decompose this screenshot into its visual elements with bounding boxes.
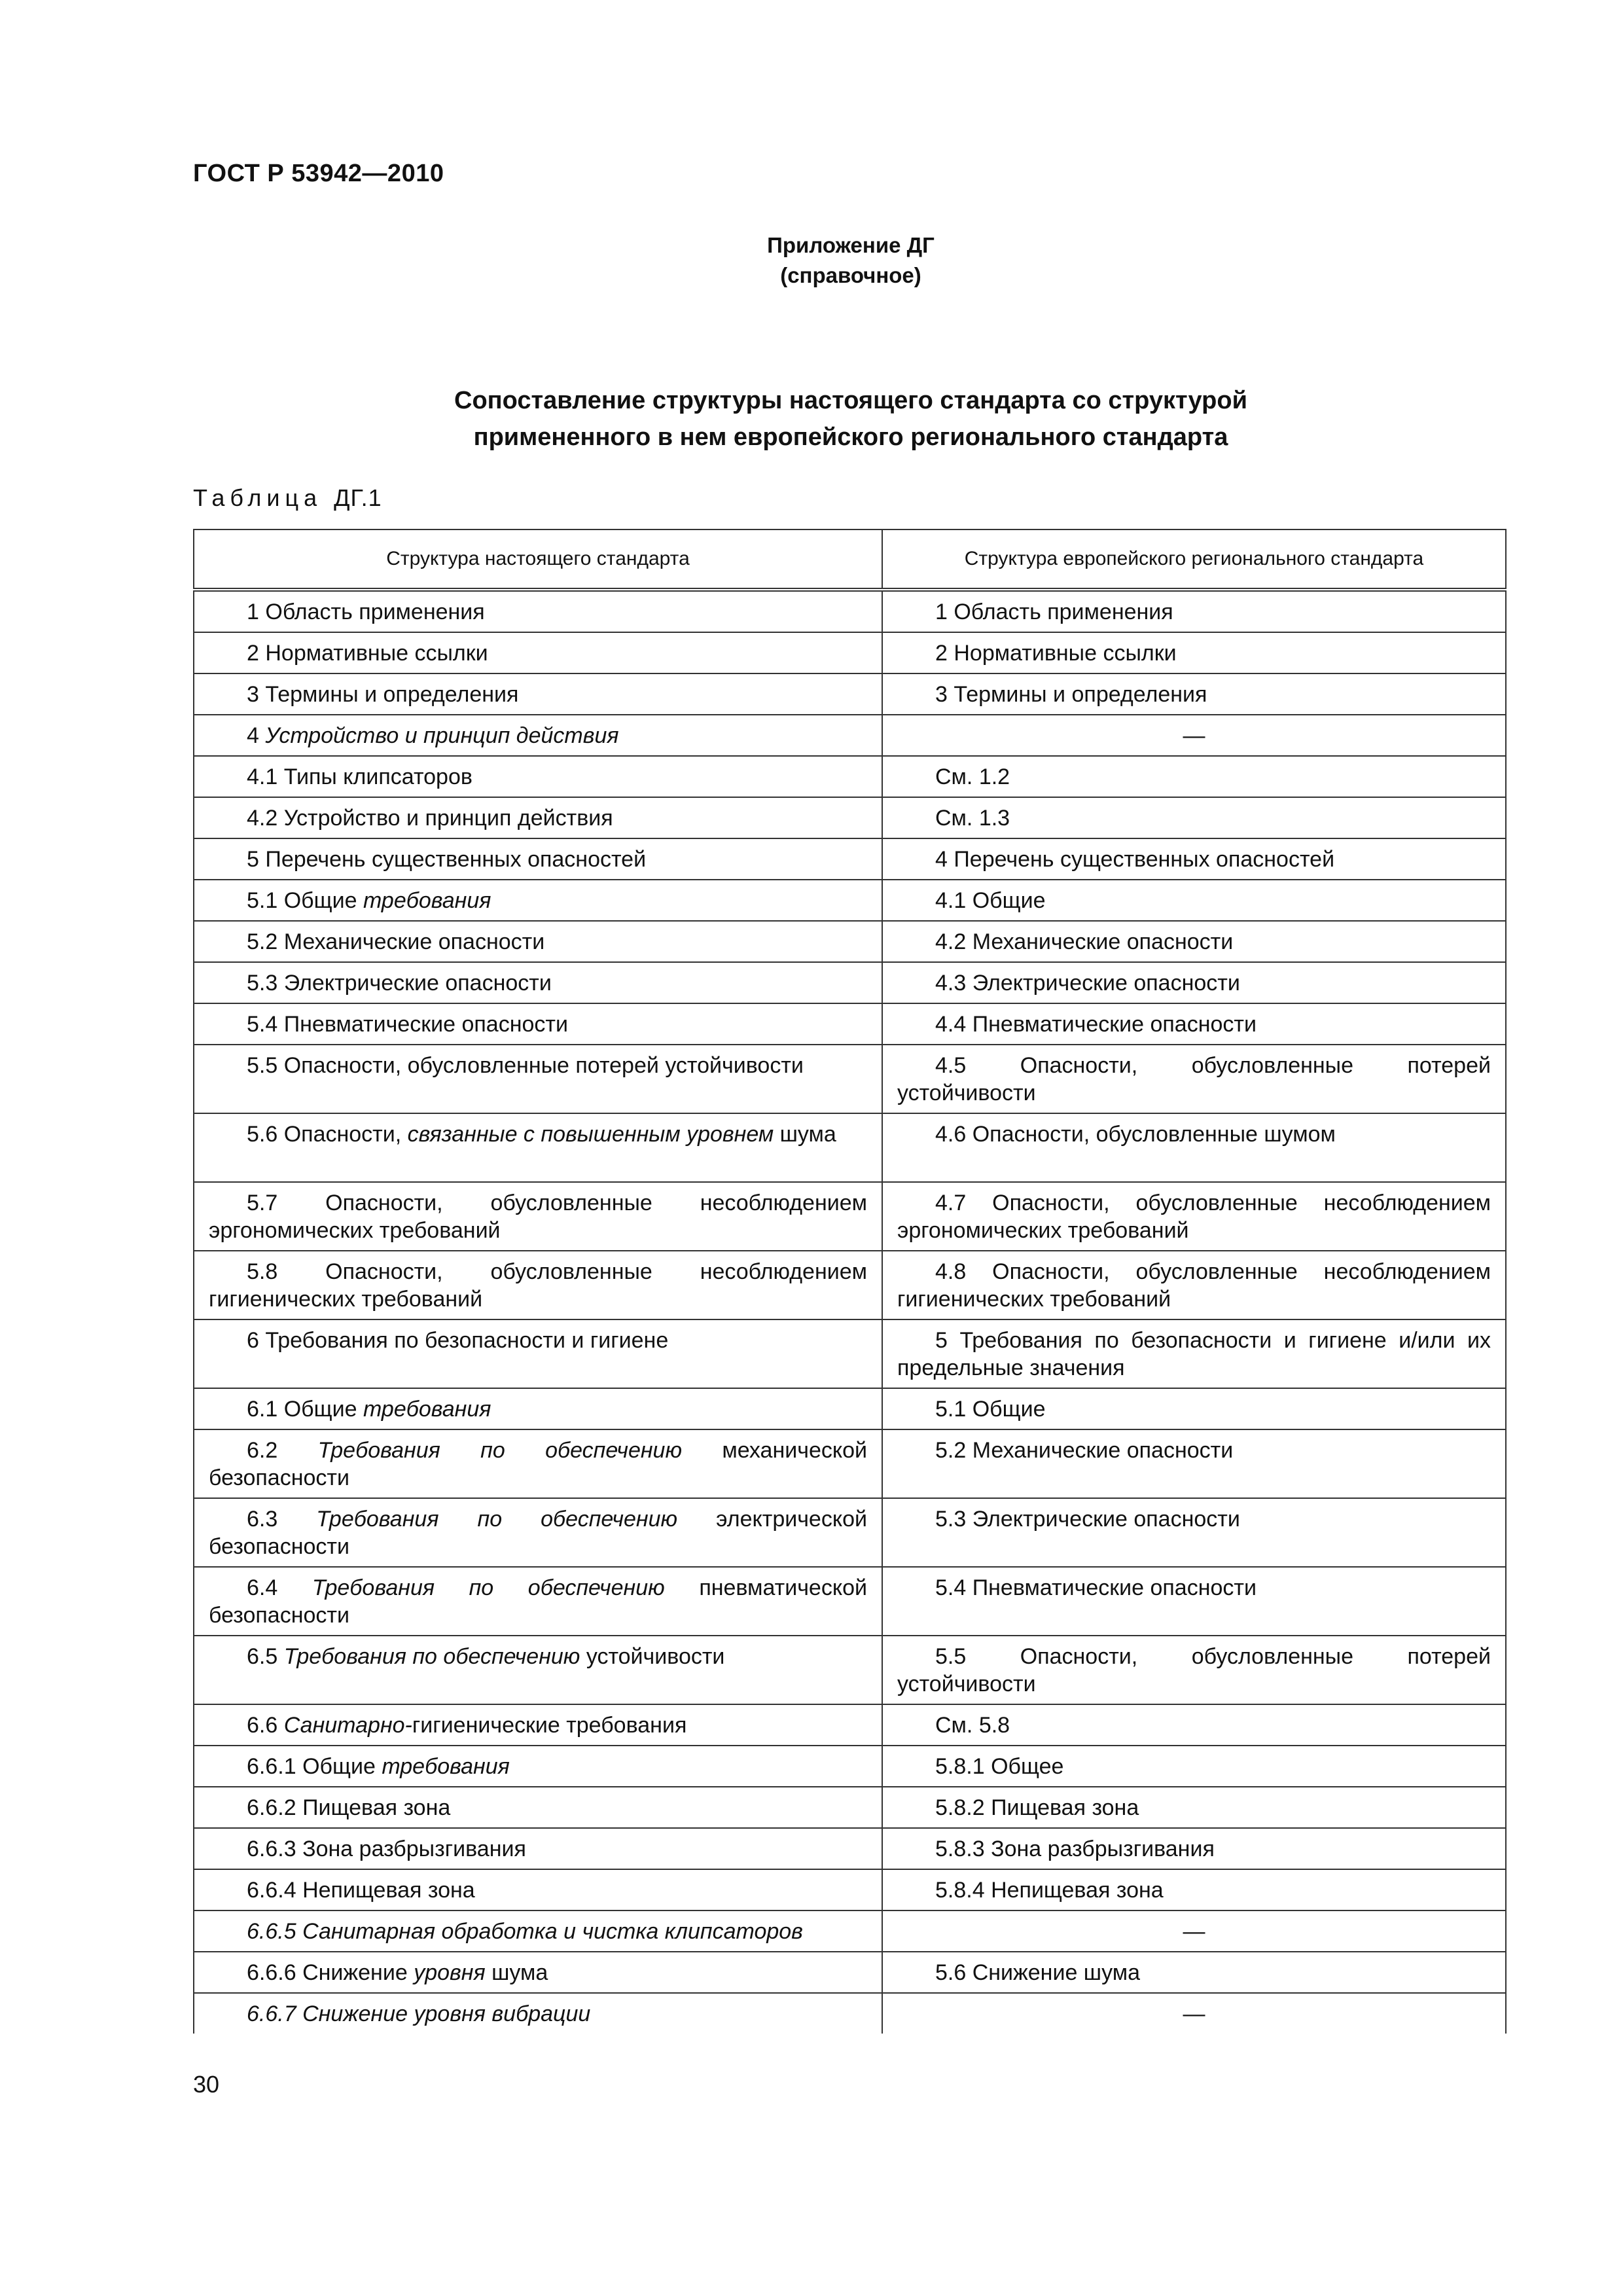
- table-caption-number: ДГ.1: [334, 484, 382, 511]
- current-standard-cell: [194, 1636, 882, 1704]
- section-number: 6.6.7: [247, 2001, 296, 2026]
- table-row: [194, 1567, 1506, 1636]
- european-standard-cell: 4.6 Опасности, обусловленные шумом: [882, 1113, 1506, 1182]
- table-row: [194, 838, 1506, 880]
- table-row: [194, 1113, 1506, 1182]
- current-standard-cell: [194, 1869, 882, 1910]
- section-number: 6.6.1: [247, 1754, 296, 1779]
- table-row: [194, 1746, 1506, 1787]
- section-title-tail: гигиенические требования: [412, 1713, 687, 1738]
- current-standard-cell: [194, 1182, 882, 1251]
- section-number: 6.2: [247, 1438, 278, 1463]
- section-number: 6.4: [247, 1575, 278, 1600]
- table-row: [194, 1869, 1506, 1910]
- section-number: 6.6.3: [247, 1837, 296, 1861]
- section-title: Общие: [283, 888, 357, 913]
- section-title-italic: требования: [382, 1754, 510, 1779]
- current-standard-cell: [194, 1045, 882, 1113]
- european-standard-cell: —: [882, 1910, 1506, 1952]
- section-number: 5.8: [247, 1259, 278, 1284]
- section-title: Требования по безопасности и гигиене: [265, 1328, 669, 1353]
- table-body: [194, 590, 1506, 2034]
- european-standard-cell: 5.5 Опасности, обусловленные потерей устойчивости: [882, 1636, 1506, 1704]
- section-number: 6.3: [247, 1507, 278, 1532]
- table-row: [194, 921, 1506, 962]
- current-standard-cell: [194, 1828, 882, 1869]
- section-number: 4.1: [247, 764, 278, 789]
- section-title-tail: механической безопасности: [209, 1438, 868, 1490]
- table-row: [194, 715, 1506, 756]
- section-number: 5.5: [247, 1053, 278, 1078]
- table-row: [194, 1828, 1506, 1869]
- section-title-tail: шума: [491, 1960, 548, 1985]
- section-title: Перечень существенных опасностей: [265, 847, 647, 872]
- table-row: [194, 590, 1506, 632]
- european-standard-cell: 4 Перечень существенных опасностей: [882, 838, 1506, 880]
- european-standard-cell: 5.4 Пневматические опасности: [882, 1567, 1506, 1636]
- document-title-line-2: примененного в нем европейского регионального стандарта: [473, 423, 1228, 451]
- section-number: 6: [247, 1328, 259, 1353]
- european-standard-cell: 5.2 Механические опасности: [882, 1429, 1506, 1498]
- section-title-italic: Санитарно-: [283, 1713, 412, 1738]
- current-standard-cell: [194, 1113, 882, 1182]
- table-row: [194, 1704, 1506, 1746]
- section-title: Электрические опасности: [283, 971, 552, 996]
- section-title-italic: Снижение уровня вибрации: [302, 2001, 591, 2026]
- section-number: 5: [247, 847, 259, 872]
- section-number: 5.3: [247, 971, 278, 996]
- section-number: 6.5: [247, 1644, 278, 1669]
- section-number: 5.7: [247, 1191, 278, 1215]
- table-row: [194, 1498, 1506, 1567]
- european-standard-cell: 4.5 Опасности, обусловленные потерей устойчивости: [882, 1045, 1506, 1113]
- section-number: 5.6: [247, 1122, 278, 1147]
- section-title: Непищевая зона: [302, 1878, 475, 1903]
- section-number: 5.1: [247, 888, 278, 913]
- european-standard-cell: 4.4 Пневматические опасности: [882, 1003, 1506, 1045]
- current-standard-cell: [194, 962, 882, 1003]
- current-standard-cell: [194, 797, 882, 838]
- european-standard-cell: 1 Область применения: [882, 590, 1506, 632]
- section-title: Устройство и принцип действия: [283, 806, 613, 831]
- european-standard-cell: См. 1.3: [882, 797, 1506, 838]
- section-title-italic: Требования по обеспечению: [317, 1438, 683, 1463]
- current-standard-cell: [194, 590, 882, 632]
- table-row: [194, 1636, 1506, 1704]
- table-row: [194, 1952, 1506, 1993]
- current-standard-cell: [194, 715, 882, 756]
- section-title: Опасности,: [283, 1122, 402, 1147]
- section-number: 6.6.5: [247, 1919, 296, 1944]
- european-standard-cell: 4.3 Электрические опасности: [882, 962, 1506, 1003]
- table-row: [194, 1388, 1506, 1429]
- section-number: 6.6.2: [247, 1795, 296, 1820]
- table-header-row: [194, 529, 1506, 590]
- section-title: Общие: [302, 1754, 376, 1779]
- section-title-italic: требования: [363, 888, 491, 913]
- european-standard-cell: 5.8.2 Пищевая зона: [882, 1787, 1506, 1828]
- current-standard-cell: [194, 838, 882, 880]
- table-row: [194, 1182, 1506, 1251]
- current-standard-cell: [194, 1429, 882, 1498]
- european-standard-cell: 4.8 Опасности, обусловленные несоблюдением гигиенических требований: [882, 1251, 1506, 1319]
- section-number: 5.4: [247, 1012, 278, 1037]
- section-number: 6.6: [247, 1713, 278, 1738]
- table-row: [194, 1319, 1506, 1388]
- current-standard-cell: [194, 1003, 882, 1045]
- table-row: [194, 1910, 1506, 1952]
- european-standard-cell: 5.3 Электрические опасности: [882, 1498, 1506, 1567]
- table-row: [194, 1251, 1506, 1319]
- section-title: Устройство и принцип действия: [265, 723, 619, 748]
- section-number: 3: [247, 682, 259, 707]
- current-standard-cell: [194, 1787, 882, 1828]
- european-standard-cell: 5.1 Общие: [882, 1388, 1506, 1429]
- current-standard-cell: [194, 1251, 882, 1319]
- section-title: Термины и определения: [265, 682, 519, 707]
- column-header-european-standard: Структура европейского регионального стандарта: [882, 529, 1506, 590]
- european-standard-cell: 5.8.4 Непищевая зона: [882, 1869, 1506, 1910]
- table-row: [194, 1045, 1506, 1113]
- current-standard-cell: [194, 1746, 882, 1787]
- section-title: Типы клипсаторов: [283, 764, 473, 789]
- section-number: 4: [247, 723, 259, 748]
- section-title: Общие: [283, 1397, 357, 1422]
- section-title-italic: связанные с повышенным уровнем: [407, 1122, 774, 1147]
- european-standard-cell: См. 5.8: [882, 1704, 1506, 1746]
- table-row: [194, 1787, 1506, 1828]
- current-standard-cell: [194, 1567, 882, 1636]
- table-row: [194, 797, 1506, 838]
- section-number: 5.2: [247, 929, 278, 954]
- european-standard-cell: 5.8.3 Зона разбрызгивания: [882, 1828, 1506, 1869]
- section-title-italic: требования: [363, 1397, 491, 1422]
- section-title: Снижение: [302, 1960, 408, 1985]
- current-standard-cell: [194, 756, 882, 797]
- table-row: [194, 756, 1506, 797]
- section-title-italic: Требования по обеспечению: [312, 1575, 665, 1600]
- section-title: Нормативные ссылки: [265, 641, 488, 666]
- section-number: 6.6.6: [247, 1960, 296, 1985]
- european-standard-cell: —: [882, 1993, 1506, 2034]
- section-title-italic: уровня: [414, 1960, 486, 1985]
- european-standard-cell: См. 1.2: [882, 756, 1506, 797]
- section-number: 6.6.4: [247, 1878, 296, 1903]
- current-standard-cell: [194, 1952, 882, 1993]
- section-title: Пищевая зона: [302, 1795, 451, 1820]
- current-standard-cell: [194, 921, 882, 962]
- table-row: [194, 880, 1506, 921]
- section-number: 1: [247, 600, 259, 624]
- section-title: Область применения: [265, 600, 485, 624]
- current-standard-cell: [194, 632, 882, 673]
- structure-comparison-table: [193, 529, 1507, 2034]
- section-number: 4.2: [247, 806, 278, 831]
- european-standard-cell: 2 Нормативные ссылки: [882, 632, 1506, 673]
- section-title-italic: Санитарная обработка и чистка клипсаторов: [302, 1919, 803, 1944]
- european-standard-cell: 4.2 Механические опасности: [882, 921, 1506, 962]
- section-title-tail: электрической безопасности: [209, 1507, 868, 1559]
- section-title: Механические опасности: [283, 929, 545, 954]
- table-row: [194, 962, 1506, 1003]
- section-title-tail: устойчивости: [586, 1644, 725, 1669]
- section-title-italic: Требования по обеспечению: [316, 1507, 678, 1532]
- section-number: 6.1: [247, 1397, 278, 1422]
- section-title: Опасности, обусловленные потерей устойчивости: [283, 1053, 804, 1078]
- table-caption-word: Таблица: [193, 484, 323, 511]
- current-standard-cell: [194, 1704, 882, 1746]
- table-row: [194, 1003, 1506, 1045]
- current-standard-cell: [194, 1388, 882, 1429]
- section-title: Опасности, обусловленные несоблюдением эргономических требований: [209, 1191, 868, 1243]
- table-row: [194, 1429, 1506, 1498]
- document-code: ГОСТ Р 53942—2010: [193, 160, 444, 187]
- section-number: 2: [247, 641, 259, 666]
- european-standard-cell: 3 Термины и определения: [882, 673, 1506, 715]
- page-number: 30: [193, 2071, 220, 2098]
- column-header-current-standard: Структура настоящего стандарта: [194, 529, 882, 590]
- current-standard-cell: [194, 1319, 882, 1388]
- appendix-note: (справочное): [780, 263, 921, 287]
- table-row: [194, 632, 1506, 673]
- section-title: Опасности, обусловленные несоблюдением гигиенических требований: [209, 1259, 868, 1312]
- european-standard-cell: 5 Требования по безопасности и гигиене и/или их предельные значения: [882, 1319, 1506, 1388]
- current-standard-cell: [194, 1910, 882, 1952]
- section-title-italic: Требования по обеспечению: [283, 1644, 580, 1669]
- table-caption: [193, 484, 382, 512]
- european-standard-cell: 5.8.1 Общее: [882, 1746, 1506, 1787]
- european-standard-cell: —: [882, 715, 1506, 756]
- table-row: [194, 1993, 1506, 2034]
- table-row: [194, 673, 1506, 715]
- european-standard-cell: 4.7 Опасности, обусловленные несоблюдением эргономических требований: [882, 1182, 1506, 1251]
- current-standard-cell: [194, 880, 882, 921]
- european-standard-cell: 5.6 Снижение шума: [882, 1952, 1506, 1993]
- current-standard-cell: [194, 1993, 882, 2034]
- document-title-line-1: Сопоставление структуры настоящего стандарта со структурой: [454, 387, 1247, 414]
- current-standard-cell: [194, 1498, 882, 1567]
- appendix-title: Приложение ДГ: [767, 233, 935, 257]
- section-title-tail: шума: [779, 1122, 836, 1147]
- section-title-tail: пневматической безопасности: [209, 1575, 867, 1628]
- current-standard-cell: [194, 673, 882, 715]
- section-title: Зона разбрызгивания: [302, 1837, 526, 1861]
- european-standard-cell: 4.1 Общие: [882, 880, 1506, 921]
- section-title: Пневматические опасности: [283, 1012, 568, 1037]
